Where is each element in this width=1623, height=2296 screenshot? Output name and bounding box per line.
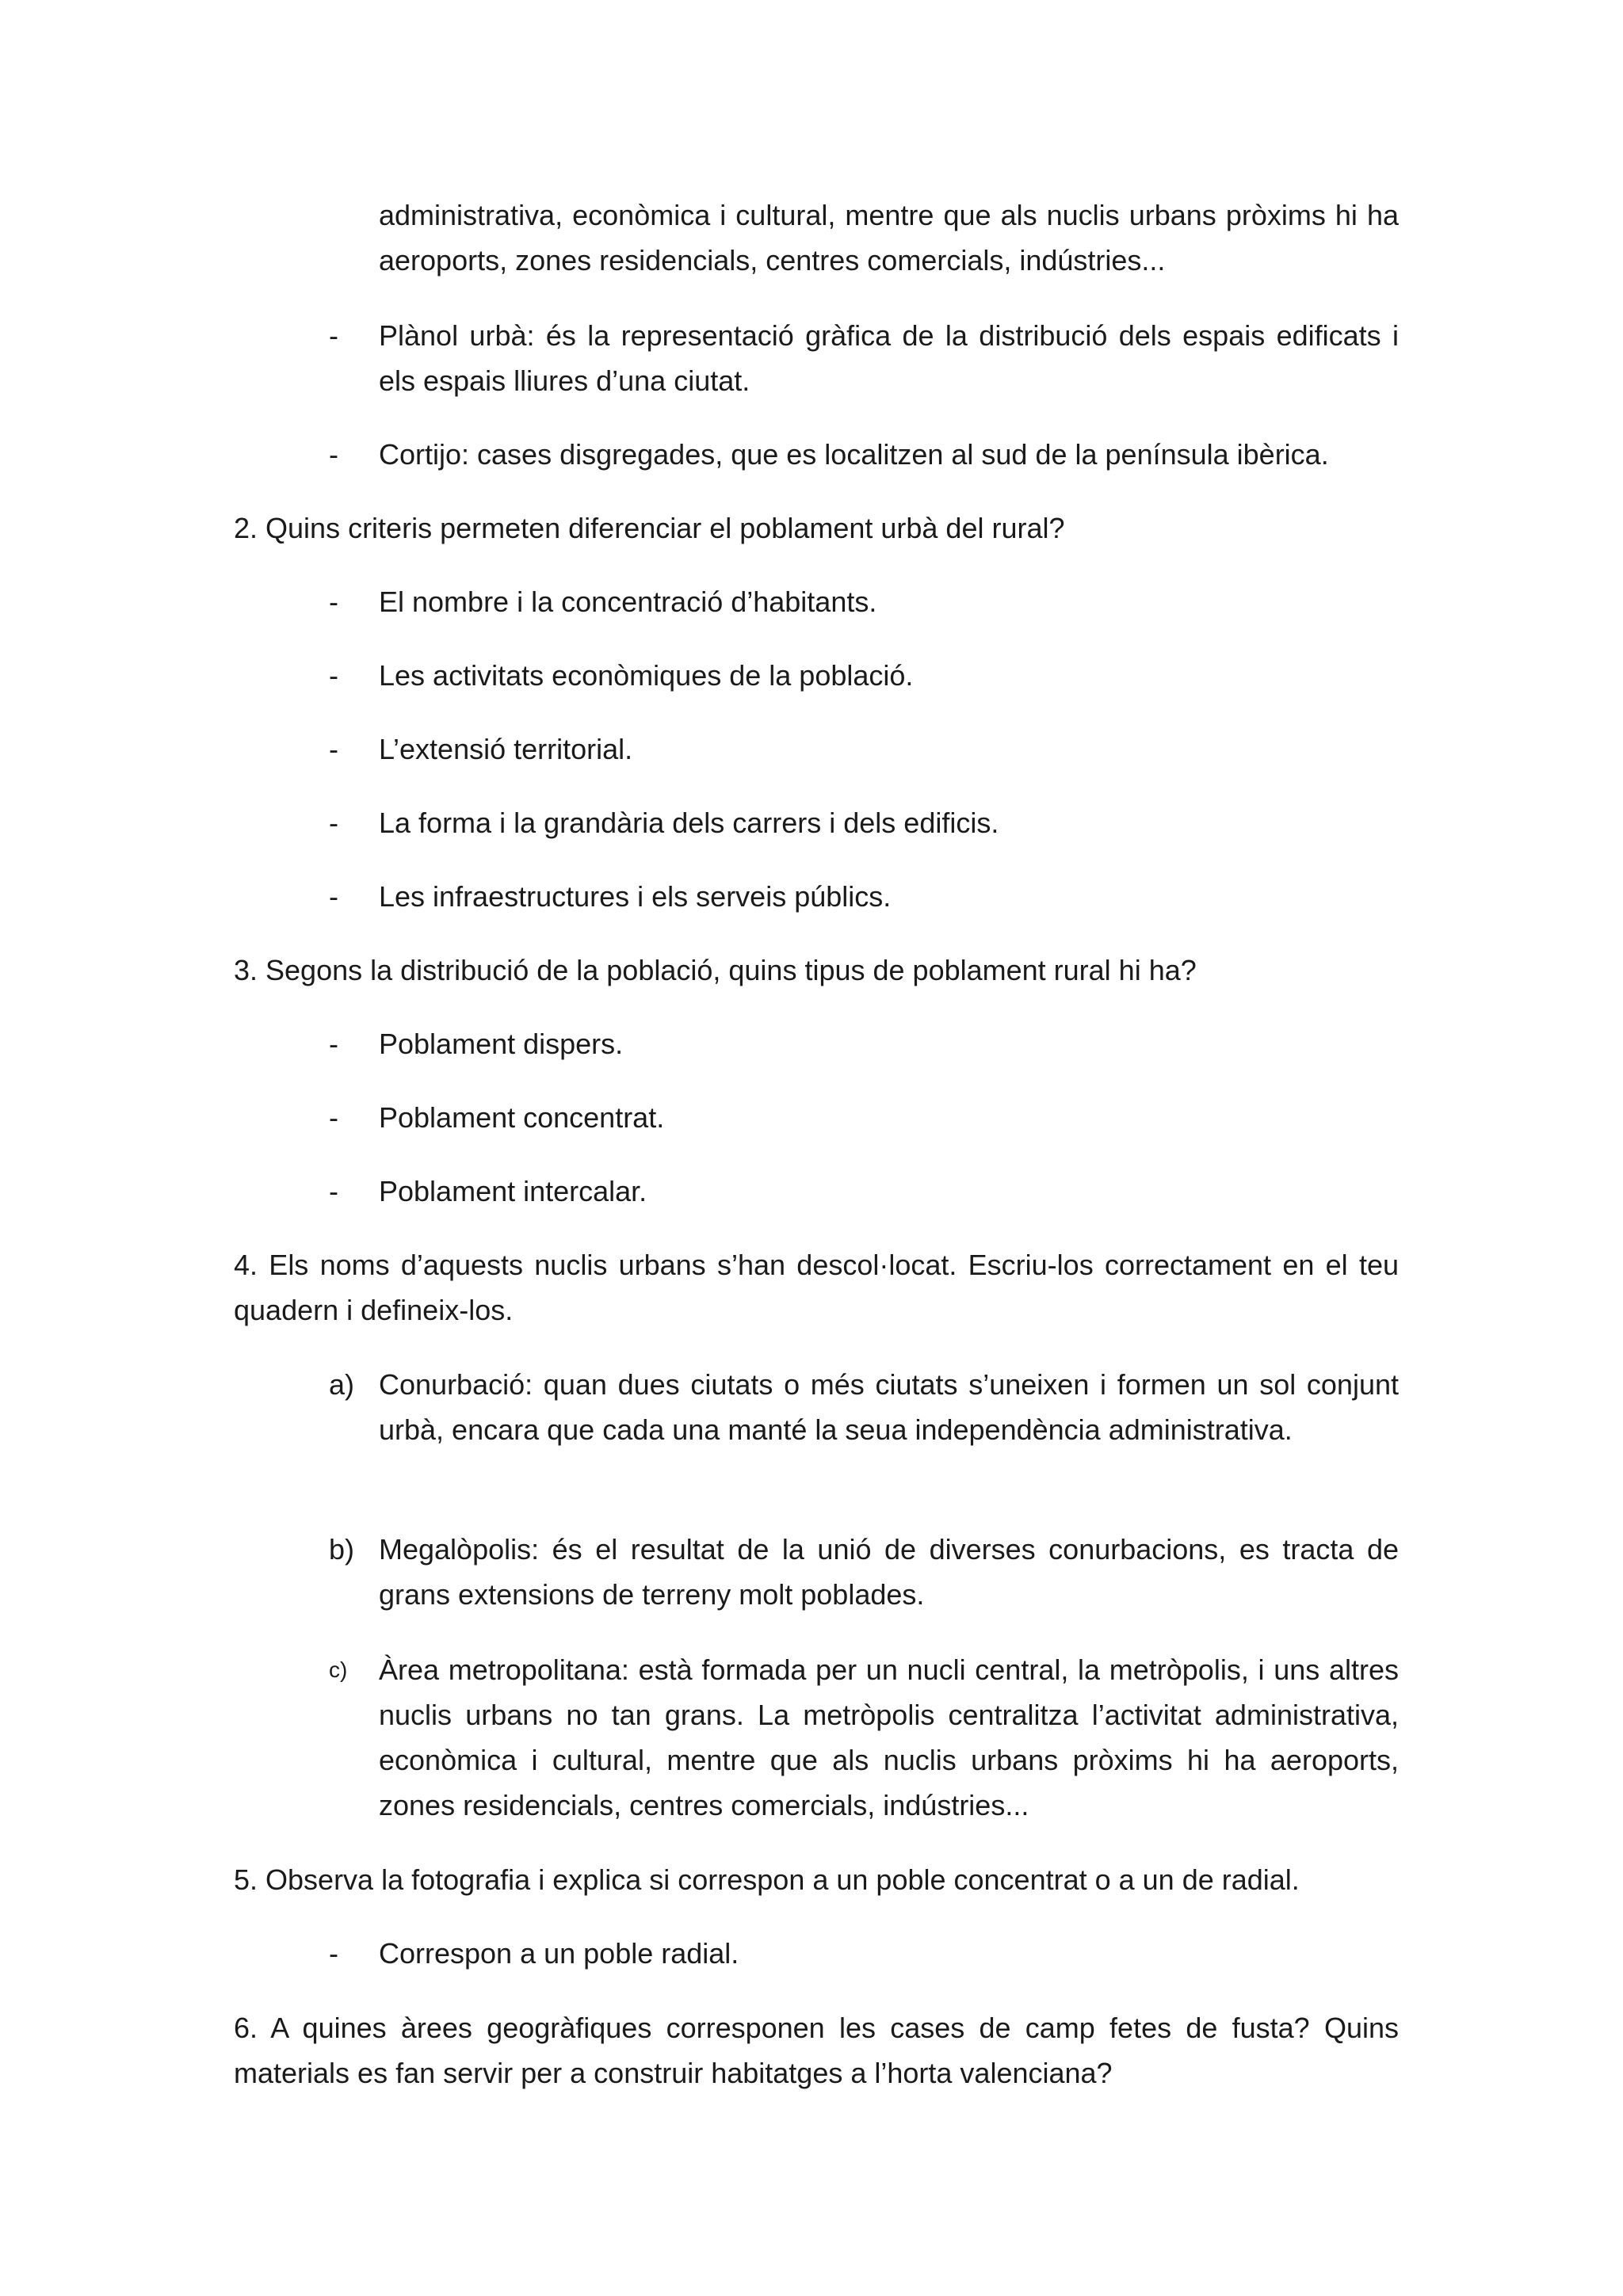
list-marker: - (329, 659, 338, 692)
answer-conurbacio: Conurbació: quan dues ciutats o més ciutats s’uneixen i formen un sol conjunt urbà, encara que cada una manté la seua independència administrativa. (379, 1368, 1399, 1446)
list-marker: - (329, 807, 338, 839)
definition-planol-urba: Plànol urbà: és la representació gràfica de la distribució dels espais edificats i els espais lliures d’una ciutat. (379, 319, 1399, 397)
list-marker: c) (329, 1657, 348, 1682)
question-5: 5. Observa la fotografia i explica si correspon a un poble concentrat o a un de radial. (234, 1863, 1300, 1896)
answer-item: Poblament intercalar. (379, 1175, 647, 1207)
answer-item: L’extensió territorial. (379, 733, 633, 765)
answer-megalopolis: Megalòpolis: és el resultat de la unió de diverses conurbacions, es tracta de grans extensions de terreny molt poblades. (379, 1533, 1399, 1611)
list-marker: - (329, 1937, 338, 1970)
intro-continuation: administrativa, econòmica i cultural, mentre que als nuclis urbans pròxims hi ha aeroports, zones residencials, centres comercials, indústries... (379, 199, 1399, 277)
list-marker: - (329, 733, 338, 765)
list-marker: - (329, 1175, 338, 1207)
definition-cortijo: Cortijo: cases disgregades, que es localitzen al sud de la península ibèrica. (379, 438, 1329, 471)
question-4: 4. Els noms d’aquests nuclis urbans s’han descol·locat. Escriu-los correctament en el teu quadern i defineix-los. (234, 1249, 1399, 1326)
question-2: 2. Quins criteris permeten diferenciar el poblament urbà del rural? (234, 512, 1065, 544)
list-marker: - (329, 1028, 338, 1060)
list-marker: b) (329, 1533, 355, 1566)
question-3: 3. Segons la distribució de la població, quins tipus de poblament rural hi ha? (234, 954, 1197, 986)
list-marker: - (329, 880, 338, 913)
list-marker: - (329, 585, 338, 618)
list-marker: - (329, 438, 338, 471)
answer-item: El nombre i la concentració d’habitants. (379, 585, 877, 618)
answer-item: Les activitats econòmiques de la població. (379, 659, 914, 692)
list-marker: - (329, 1101, 338, 1134)
answer-item: Poblament dispers. (379, 1028, 624, 1060)
answer-item: La forma i la grandària dels carrers i dels edificis. (379, 807, 999, 839)
question-6: 6. A quines àrees geogràfiques corresponen les cases de camp fetes de fusta? Quins materials es fan servir per a construir habitatges a l’horta valenciana? (234, 2012, 1399, 2089)
answer-item: Les infraestructures i els serveis públics. (379, 880, 892, 913)
answer-item: Correspon a un poble radial. (379, 1937, 739, 1970)
answer-item: Poblament concentrat. (379, 1101, 665, 1134)
list-marker: - (329, 319, 338, 352)
list-marker: a) (329, 1368, 355, 1401)
answer-area-metropolitana: Àrea metropolitana: està formada per un nucli central, la metròpolis, i uns altres nuclis urbans no tan grans. La metròpolis centralitza l’activitat administrativa, econòmica i cultural, mentre que als nuclis urbans pròxims hi ha aeroports, zones residencials, centres comercials, indústries... (379, 1653, 1399, 1821)
